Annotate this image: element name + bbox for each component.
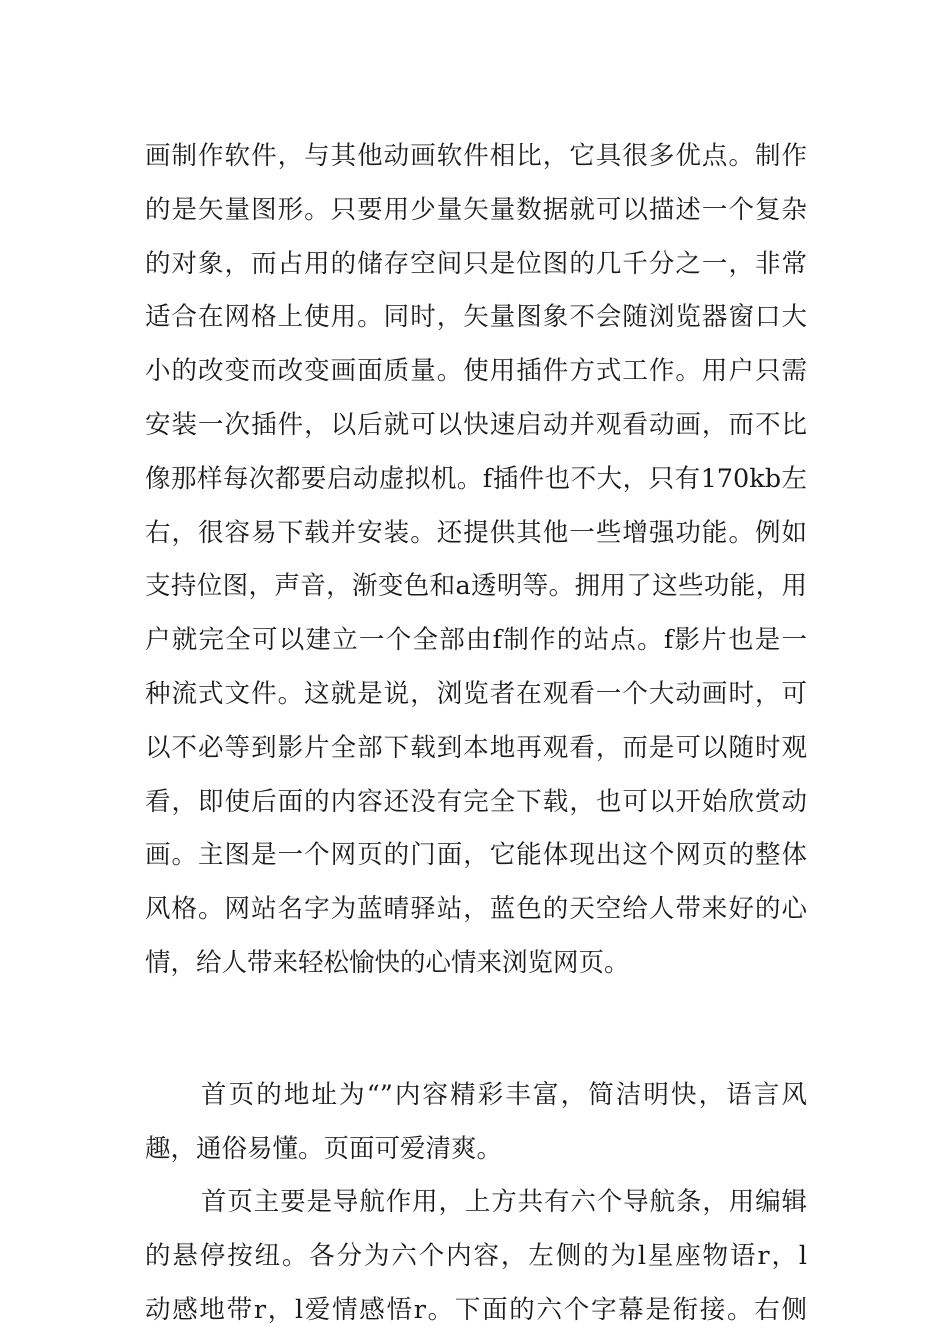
text-line: 小的改变而改变画面质量。使用插件方式工作。用户只需	[145, 356, 807, 387]
text-line: 的是矢量图形。只要用少量矢量数据就可以描述一个复杂	[145, 194, 807, 225]
text-line: 动感地带r，l爱情感悟r。下面的六个字幕是衔接。右侧	[145, 1294, 807, 1325]
text-line: 趣，通俗易懂。页面可爱清爽。	[145, 1133, 503, 1164]
text-line: 支持位图，声音，渐变色和a透明等。拥用了这些功能，用	[145, 571, 807, 602]
text-line: 户就完全可以建立一个全部由f制作的站点。f影片也是一	[145, 625, 807, 656]
text-line: 首页主要是导航作用，上方共有六个导航条，用编辑	[201, 1187, 807, 1218]
text-line: 首页的地址为“”内容精彩丰富，简洁明快，语言风	[201, 1079, 807, 1110]
text-line: 画。主图是一个网页的门面，它能体现出这个网页的整体	[145, 840, 807, 871]
paragraph-homepage-address	[145, 1069, 807, 1177]
text-line: 安装一次插件，以后就可以快速启动并观看动画，而不比	[145, 409, 807, 440]
text-line: 画制作软件，与其他动画软件相比，它具很多优点。制作	[145, 141, 807, 171]
document-page	[145, 130, 807, 1338]
paragraph-flash-intro	[145, 130, 807, 991]
text-line: 的对象，而占用的储存空间只是位图的几千分之一，非常	[145, 248, 807, 279]
text-line: 看，即使后面的内容还没有完全下载，也可以开始欣赏动	[145, 786, 807, 817]
text-line: 像那样每次都要启动虚拟机。f插件也不大，只有170kb左	[145, 463, 807, 494]
text-line: 的悬停按纽。各分为六个内容，左侧的为l星座物语r，l	[145, 1241, 807, 1272]
text-line: 以不必等到影片全部下载到本地再观看，而是可以随时观	[145, 732, 807, 763]
text-line: 风格。网站名字为蓝晴驿站，蓝色的天空给人带来好的心	[145, 894, 807, 925]
paragraph-gap	[145, 991, 807, 1069]
text-line: 情，给人带来轻松愉快的心情来浏览网页。	[145, 947, 630, 978]
text-line: 适合在网格上使用。同时，矢量图象不会随浏览器窗口大	[145, 302, 807, 333]
text-line: 右，很容易下载并安装。还提供其他一些增强功能。例如	[145, 517, 807, 548]
text-line: 种流式文件。这就是说，浏览者在观看一个大动画时，可	[145, 678, 807, 709]
paragraph-homepage-navigation	[145, 1176, 807, 1337]
